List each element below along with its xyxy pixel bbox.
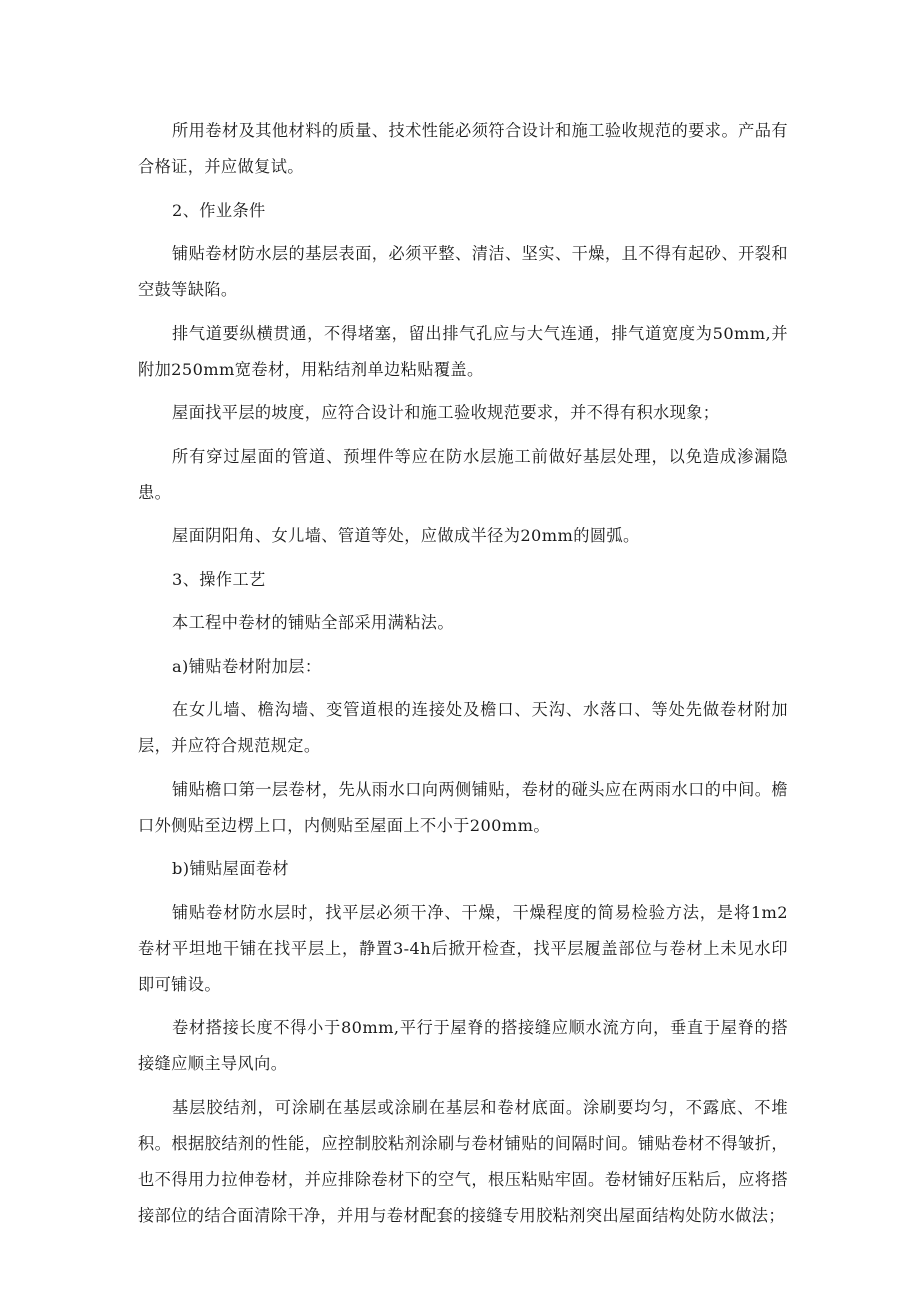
paragraph-dryness-test: 铺贴卷材防水层时，找平层必须干净、干燥，干燥程度的简易检验方法，是将1m2卷材平坦地干铺在找平层上，静置3-4h后掀开检查，找平层履盖部位与卷材上未见水印即可铺设。 xyxy=(138,902,788,994)
heading-operation-process: 3、操作工艺 xyxy=(172,569,266,589)
paragraph-pipes: 所有穿过屋面的管道、预埋件等应在防水层施工前做好基层处理，以免造成渗漏隐患。 xyxy=(138,446,788,502)
paragraph-eave-first-layer: 铺贴檐口第一层卷材，先从雨水口向两侧铺贴，卷材的碰头应在两雨水口的中间。檐口外侧贴至边楞上口，内侧贴至屋面上不小于200mm。 xyxy=(138,779,788,835)
subheading-additional-layer: a)铺贴卷材附加层： xyxy=(172,656,322,676)
paragraph-additional-layer: 在女儿墙、檐沟墙、变管道根的连接处及檐口、天沟、水落口、等处先做卷材附加层，并应符合规范规定。 xyxy=(138,700,788,755)
paragraph-material-quality: 所用卷材及其他材料的质量、技术性能必须符合设计和施工验收规范的要求。产品有合格证，并应做复试。 xyxy=(138,121,788,176)
paragraph-full-adhesion: 本工程中卷材的铺贴全部采用满粘法。 xyxy=(172,613,454,632)
paragraph-vent-channel: 排气道要纵横贯通，不得堵塞，留出排气孔应与大气连通，排气道宽度为50mm,并附加250mm宽卷材，用粘结剂单边粘贴覆盖。 xyxy=(138,323,788,379)
paragraph-lap-length: 卷材搭接长度不得小于80mm,平行于屋脊的搭接缝应顺水流方向，垂直于屋脊的搭接缝应顺主导风向。 xyxy=(138,1018,788,1073)
paragraph-corners: 屋面阴阳角、女儿墙、管道等处，应做成半径为20mm的圆弧。 xyxy=(172,526,640,545)
paragraph-adhesive: 基层胶结剂，可涂刷在基层或涂刷在基层和卷材底面。涂刷要均匀，不露底、不堆积。根据胶结剂的性能，应控制胶粘剂涂刷与卷材铺贴的间隔时间。铺贴卷材不得皱折，也不得用力拉伸卷材，并应排除卷材下的空气，根压粘贴牢固。卷材铺好压粘后，应将搭接部位的结合面清除干净，并用与卷材配套的接缝专用胶粘剂突出屋面结构处防水做法； xyxy=(138,1097,788,1225)
paragraph-base-surface: 铺贴卷材防水层的基层表面，必须平整、清洁、坚实、干燥，且不得有起砂、开裂和空鼓等缺陷。 xyxy=(138,244,788,299)
document-page xyxy=(138,113,788,1241)
subheading-roof-membrane: b)铺贴屋面卷材 xyxy=(172,859,290,878)
heading-work-conditions: 2、作业条件 xyxy=(172,200,266,220)
paragraph-slope: 屋面找平层的坡度，应符合设计和施工验收规范要求，并不得有积水现象； xyxy=(172,403,720,422)
